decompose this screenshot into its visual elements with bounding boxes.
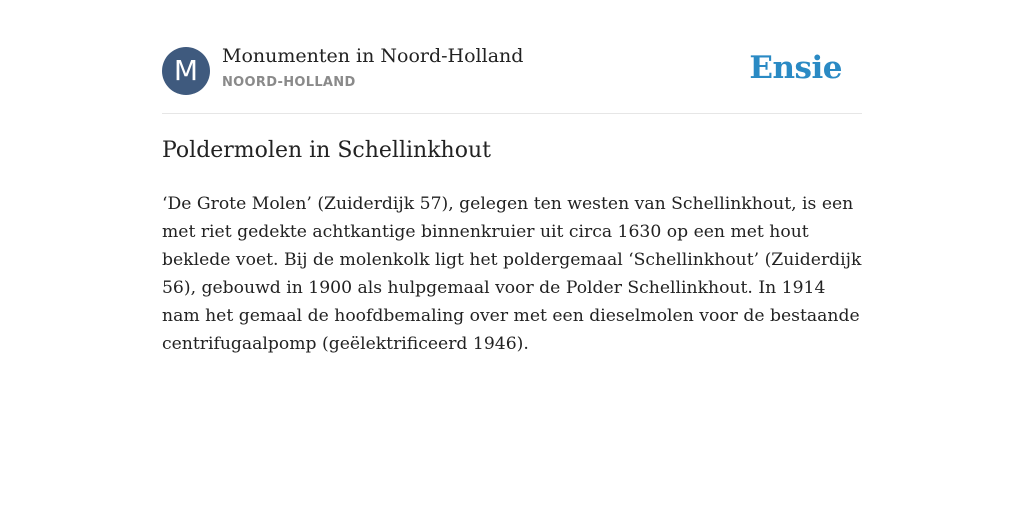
brand-logo[interactable]: Ensie	[749, 50, 842, 86]
card-header	[162, 0, 862, 114]
article-title: Poldermolen in Schellinkhout	[162, 138, 491, 163]
article-body: ‘De Grote Molen’ (Zuiderdijk 57), gelegen ten westen van Schellinkhout, is een met riet gedekte achtkantige binnenkruier uit circa 1630 op een met hout beklede voet. Bij de molenkolk ligt het poldergemaal ‘Schellinkhout’ (Zuiderdijk 56), gebouwd in 1900 als hulpgemaal voor de Polder Schellinkhout. In 1914 nam het gemaal de hoofdbemaling over met een dieselmolen voor de bestaande centrifugaalpomp (geëlektrificeerd 1946).	[162, 194, 862, 354]
source-subtitle[interactable]: NOORD-HOLLAND	[222, 75, 356, 90]
source-title[interactable]: Monumenten in Noord-Holland	[222, 45, 524, 67]
article-card	[162, 0, 862, 354]
avatar[interactable]: M	[162, 47, 210, 95]
